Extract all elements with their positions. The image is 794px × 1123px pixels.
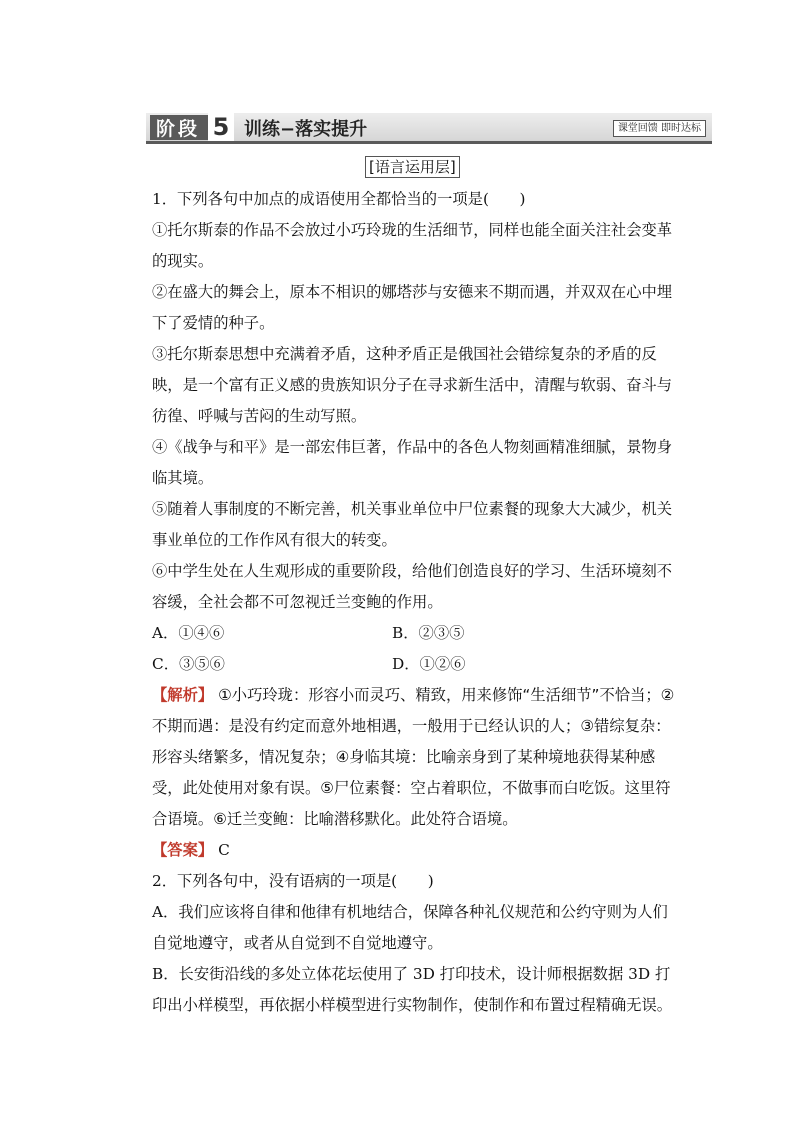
question-1-stem: 1．下列各句中加点的成语使用全都恰当的一项是( )	[152, 190, 526, 208]
analysis-text: ①小巧玲珑：形容小而灵巧、精致，用来修饰“生活细节”不恰当；②不期而遇：是没有约定而意外地相遇，一般用于已经认识的人；③错综复杂：形容头绪繁多，情况复杂；④身临其境：比喻亲身到了某种境地获得某种感受，此处使用对象有误。⑤尸位素餐：空占着职位，不做事而白吃饭。这里符合语境。⑥迁兰变鲍：比喻潜移默化。此处符合语境。	[152, 686, 675, 828]
q1-option-a: A．①④⑥	[152, 624, 225, 642]
q1-item-4: ④《战争与和平》是一部宏伟巨著，作品中的各色人物刻画精准细腻，景物身临其境。	[152, 438, 673, 487]
document-body	[146, 184, 676, 1021]
training-title: 训练−落实提升	[244, 119, 368, 140]
stage-banner	[146, 113, 712, 144]
q1-item-6: ⑥中学生处在人生观形成的重要阶段，给他们创造良好的学习、生活环境刻不容缓，全社会都不可忽视迁兰变鲍的作用。	[152, 562, 673, 611]
q1-options-row-1	[146, 618, 676, 649]
stage-label: 阶段	[156, 118, 201, 140]
q1-item-1: ①托尔斯泰的作品不会放过小巧玲珑的生活细节，同样也能全面关注社会变革的现实。	[152, 221, 673, 270]
q1-item-5: ⑤随着人事制度的不断完善，机关事业单位中尸位素餐的现象大大减少，机关事业单位的工作作风有很大的转变。	[152, 500, 673, 549]
q1-options-row-2	[146, 649, 676, 680]
stage-number: 5	[208, 113, 234, 141]
q1-option-d: D．①②⑥	[392, 655, 466, 673]
q1-answer	[146, 835, 676, 866]
q1-option-b: B．②③⑤	[392, 624, 465, 642]
analysis-label: 【解析】	[152, 686, 214, 704]
q1-item-3: ③托尔斯泰思想中充满着矛盾，这种矛盾正是俄国社会错综复杂的矛盾的反映，是一个富有正义感的贵族知识分子在寻求新生活中，清醒与软弱、奋斗与彷徨、呼喊与苦闷的生动写照。	[152, 345, 673, 425]
header-tag: 课堂回馈 即时达标	[613, 120, 706, 137]
q1-analysis	[146, 680, 676, 835]
q1-option-c: C．③⑤⑥	[152, 655, 225, 673]
stage-label-box	[150, 115, 234, 140]
q2-option-b: B．长安街沿线的多处立体花坛使用了 3D 打印技术，设计师根据数据 3D 打印出小样模型，再依据小样模型进行实物制作，使制作和布置过程精确无误。	[152, 965, 673, 1014]
question-2-stem: 2．下列各句中，没有语病的一项是( )	[152, 872, 434, 890]
q1-item-2: ②在盛大的舞会上，原本不相识的娜塔莎与安德来不期而遇，并双双在心中埋下了爱情的种子。	[152, 283, 673, 332]
answer-label: 【答案】	[152, 841, 214, 859]
section-label: [语言运用层]	[365, 156, 460, 178]
answer-text: C	[218, 841, 230, 859]
q2-option-a: A．我们应该将自律和他律有机地结合，保障各种礼仪规范和公约守则为人们自觉地遵守，或者从自觉到不自觉地遵守。	[152, 903, 668, 952]
